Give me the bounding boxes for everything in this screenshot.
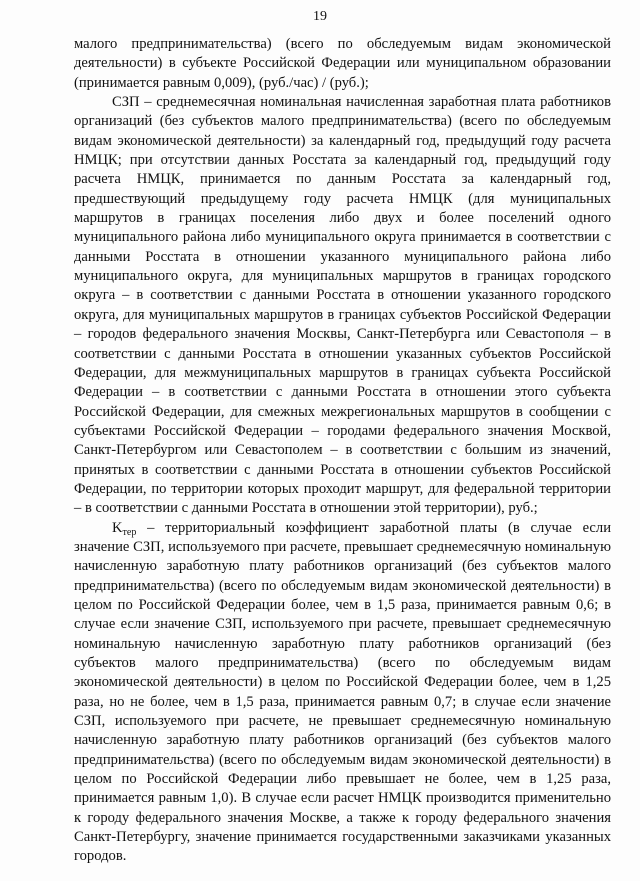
paragraph-szp-definition: СЗП – среднемесячная номинальная начисленная заработная плата работников организаций (без субъектов малого предпринимательства) (всего по обследуемым видам экономической деятельности) за календарный год, предыдущий году расчета НМЦК; при отсутствии данных Росстата за календарный год, предыдущий году расчета НМЦК, принимается по данным Росстата за календарный год, предшествующий предыдущему году расчета НМЦК (для муниципальных маршрутов в границах поселения либо двух и более поселений одного муниципального района либо муниципального округа принимается в соответствии с данными Росстата в отношении указанного муниципального района либо муниципального округа, для муниципальных маршрутов в границах городского округа – в соответствии с данными Росстата в отношении указанного городского округа, для муниципальных маршрутов в границах субъектов Российской Федерации – городов федерального значения Москвы, Санкт-Петербурга или Севастополя – в соответствии с данными Росстата в отношении указанных субъектов Российской Федерации, для межмуниципальных маршрутов в границах субъекта Российской Федерации – в соответствии с данными Росстата в отношении этого субъекта Российской Федерации, для смежных межрегиональных маршрутов в сообщении с субъектами Российской Федерации – городами федерального значения Москвой, Санкт-Петербургом или Севастополем – в соответствии с большим из значений, принятых в соответствии с данными Росстата в отношении субъектов Российской Федерации, по территории которых проходит маршрут, для федеральной территории – в соответствии с данными Росстата в отношении этой территории), руб.; <box>74 94 611 517</box>
document-body <box>74 35 611 867</box>
kter-subscript: тер <box>122 526 137 538</box>
paragraph-continuation: малого предпринимательства) (всего по обследуемым видам экономической деятельности) в субъекте Российской Федерации или муниципальном образовании (принимается равным 0,009), (руб./час) / (руб.); <box>74 36 611 91</box>
kter-symbol: K <box>112 519 123 536</box>
page-number: 19 <box>313 9 327 24</box>
paragraph-kter-definition <box>74 519 611 867</box>
kter-text: – территориальный коэффициент заработной платы (в случае если значение СЗП, используемого при расчете, превышает среднемесячную номинальную начисленную заработную плату работников организаций (без субъектов малого предпринимательства) (всего по обследуемым видам экономической деятельности) в целом по Российской Федерации более, чем в 1,5 раза, принимается равным 0,6; в случае если значение СЗП, используемого при расчете, превышает среднемесячную номинальную начисленную заработную плату работников организаций (без субъектов малого предпринимательства) (всего по обследуемым видам экономической деятельности) в целом по Российской Федерации более, чем в 1,25 раза, но не более, чем в 1,5 раза, принимается равным 0,7; в случае если значение СЗП, используемого при расчете, не превышает среднемесячную номинальную начисленную заработную плату работников организаций (без субъектов малого предпринимательства) (всего по обследуемым видам экономической деятельности) в целом по Российской Федерации либо превышает не более, чем в 1,25 раза, принимается равным 1,0). В случае если расчет НМЦК производится применительно к городу федерального значения Москве, а также к городу федерального значения Санкт-Петербургу, значение принимается государственными заказчиками указанных городов. <box>74 519 611 865</box>
